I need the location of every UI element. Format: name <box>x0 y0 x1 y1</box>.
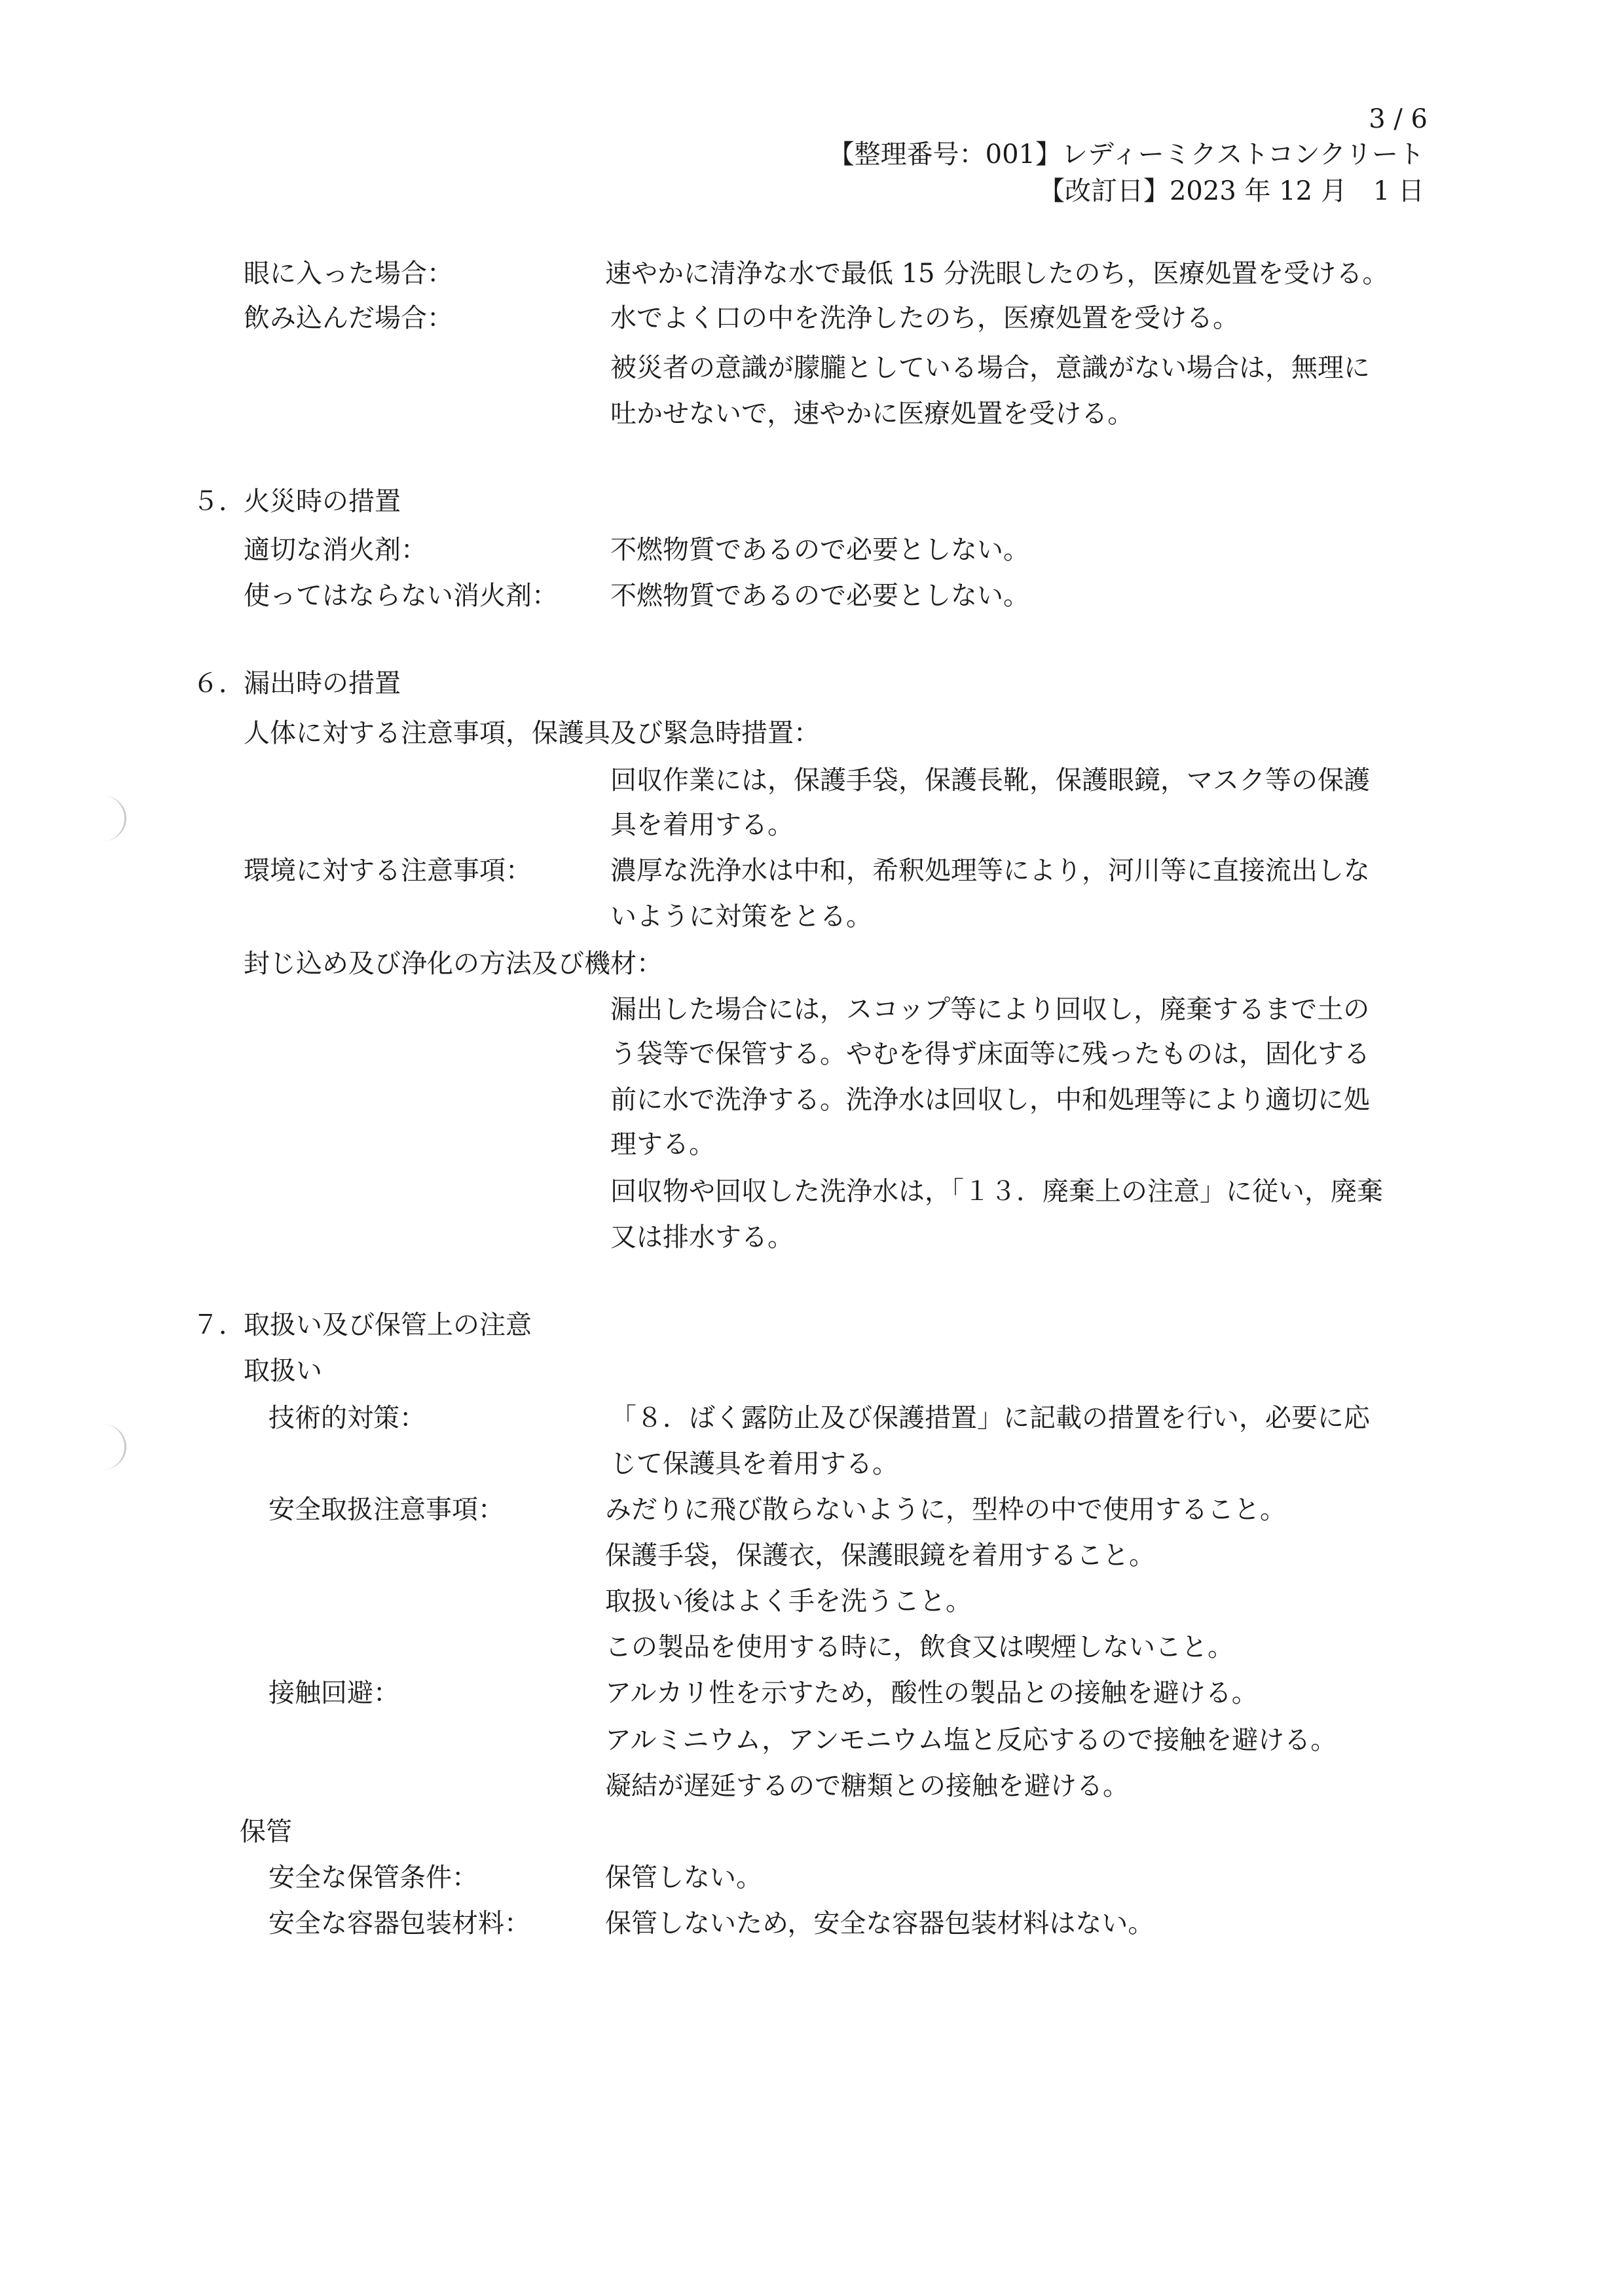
section-title: 火災時の措置 <box>244 486 401 517</box>
first-aid-swallow-text: 水でよく口の中を洗浄したのち，医療処置を受ける。 <box>610 303 1239 333</box>
handling-tech-text: 「８．ばく露防止及び保護措置」に記載の措置を行い，必要に応 <box>610 1403 1370 1433</box>
spill-personal-text: 具を着用する。 <box>610 810 794 840</box>
section-number: ５． <box>193 486 245 517</box>
section-number: ６． <box>193 668 245 699</box>
spill-personal-label: 人体に対する注意事項，保護具及び緊急時措置： <box>244 718 820 748</box>
spill-containment-text: 回収物や回収した洗浄水は，「１３．廃棄上の注意」に従い，廃棄 <box>610 1176 1383 1207</box>
handling-safety-label: 安全取扱注意事項： <box>268 1495 504 1525</box>
handling-heading: 取扱い <box>244 1356 322 1386</box>
storage-condition-label: 安全な保管条件： <box>268 1863 478 1893</box>
page-number: 3 / 6 <box>1369 104 1428 134</box>
punch-hole-mark <box>79 795 126 841</box>
spill-environment-label: 環境に対する注意事項： <box>244 856 532 886</box>
first-aid-eyes-text: 速やかに清浄な水で最低 15 分洗眼したのち，医療処置を受ける。 <box>605 259 1389 289</box>
first-aid-swallow-label: 飲み込んだ場合： <box>244 303 453 333</box>
storage-condition-text: 保管しない。 <box>605 1863 762 1893</box>
revision-date: 【改訂日】2023 年 12 月 1 日 <box>1038 176 1424 206</box>
first-aid-swallow-text: 被災者の意識が朦朧としている場合，意識がない場合は，無理に <box>610 353 1370 383</box>
handling-contact-text: 凝結が遅延するので糖類との接触を避ける。 <box>605 1771 1129 1801</box>
storage-container-label: 安全な容器包装材料： <box>268 1908 530 1939</box>
spill-containment-text: う袋等で保管する。やむを得ず床面等に残ったものは，固化する <box>610 1039 1370 1069</box>
handling-safety-text: 取扱い後はよく手を洗うこと。 <box>605 1586 972 1616</box>
fire-suitable-text: 不燃物質であるので必要としない。 <box>610 535 1029 565</box>
handling-contact-text: アルカリ性を示すため，酸性の製品との接触を避ける。 <box>605 1678 1258 1708</box>
punch-hole-mark <box>79 1424 126 1470</box>
spill-containment-text: 又は排水する。 <box>610 1222 794 1252</box>
spill-containment-text: 前に水で洗浄する。洗浄水は回収し，中和処理等により適切に処 <box>610 1085 1370 1115</box>
spill-containment-text: 理する。 <box>610 1129 715 1159</box>
spill-environment-text: いように対策をとる。 <box>610 902 872 932</box>
handling-tech-label: 技術的対策： <box>268 1403 426 1433</box>
spill-environment-text: 濃厚な洗浄水は中和，希釈処理等により，河川等に直接流出しな <box>610 856 1370 886</box>
handling-contact-text: アルミニウム，アンモニウム塩と反応するので接触を避ける。 <box>605 1725 1337 1755</box>
handling-safety-text: 保護手袋，保護衣，保護眼鏡を着用すること。 <box>605 1540 1155 1571</box>
handling-contact-label: 接触回避： <box>268 1678 399 1708</box>
document-reference: 【整理番号：001】レディーミクストコンクリート <box>828 139 1424 170</box>
handling-safety-text: この製品を使用する時に，飲食又は喫煙しないこと。 <box>605 1632 1234 1662</box>
first-aid-swallow-text: 吐かせないで，速やかに医療処置を受ける。 <box>610 399 1134 429</box>
fire-unsuitable-text: 不燃物質であるので必要としない。 <box>610 581 1029 611</box>
section-title: 取扱い及び保管上の注意 <box>244 1310 532 1340</box>
handling-safety-text: みだりに飛び散らないように，型枠の中で使用すること。 <box>605 1495 1286 1525</box>
section-title: 漏出時の措置 <box>244 668 401 699</box>
storage-container-text: 保管しないため，安全な容器包装材料はない。 <box>605 1908 1154 1939</box>
first-aid-eyes-label: 眼に入った場合： <box>244 259 453 289</box>
fire-unsuitable-label: 使ってはならない消火剤： <box>244 581 558 611</box>
storage-heading: 保管 <box>240 1817 292 1847</box>
spill-containment-label: 封じ込め及び浄化の方法及び機材： <box>244 949 663 979</box>
section-number: ７． <box>193 1310 245 1340</box>
spill-personal-text: 回収作業には，保護手袋，保護長靴，保護眼鏡，マスク等の保護 <box>610 765 1370 795</box>
spill-containment-text: 漏出した場合には，スコップ等により回収し，廃棄するまで土の <box>610 994 1370 1025</box>
handling-tech-text: じて保護具を着用する。 <box>610 1449 898 1479</box>
fire-suitable-label: 適切な消火剤： <box>244 535 427 565</box>
